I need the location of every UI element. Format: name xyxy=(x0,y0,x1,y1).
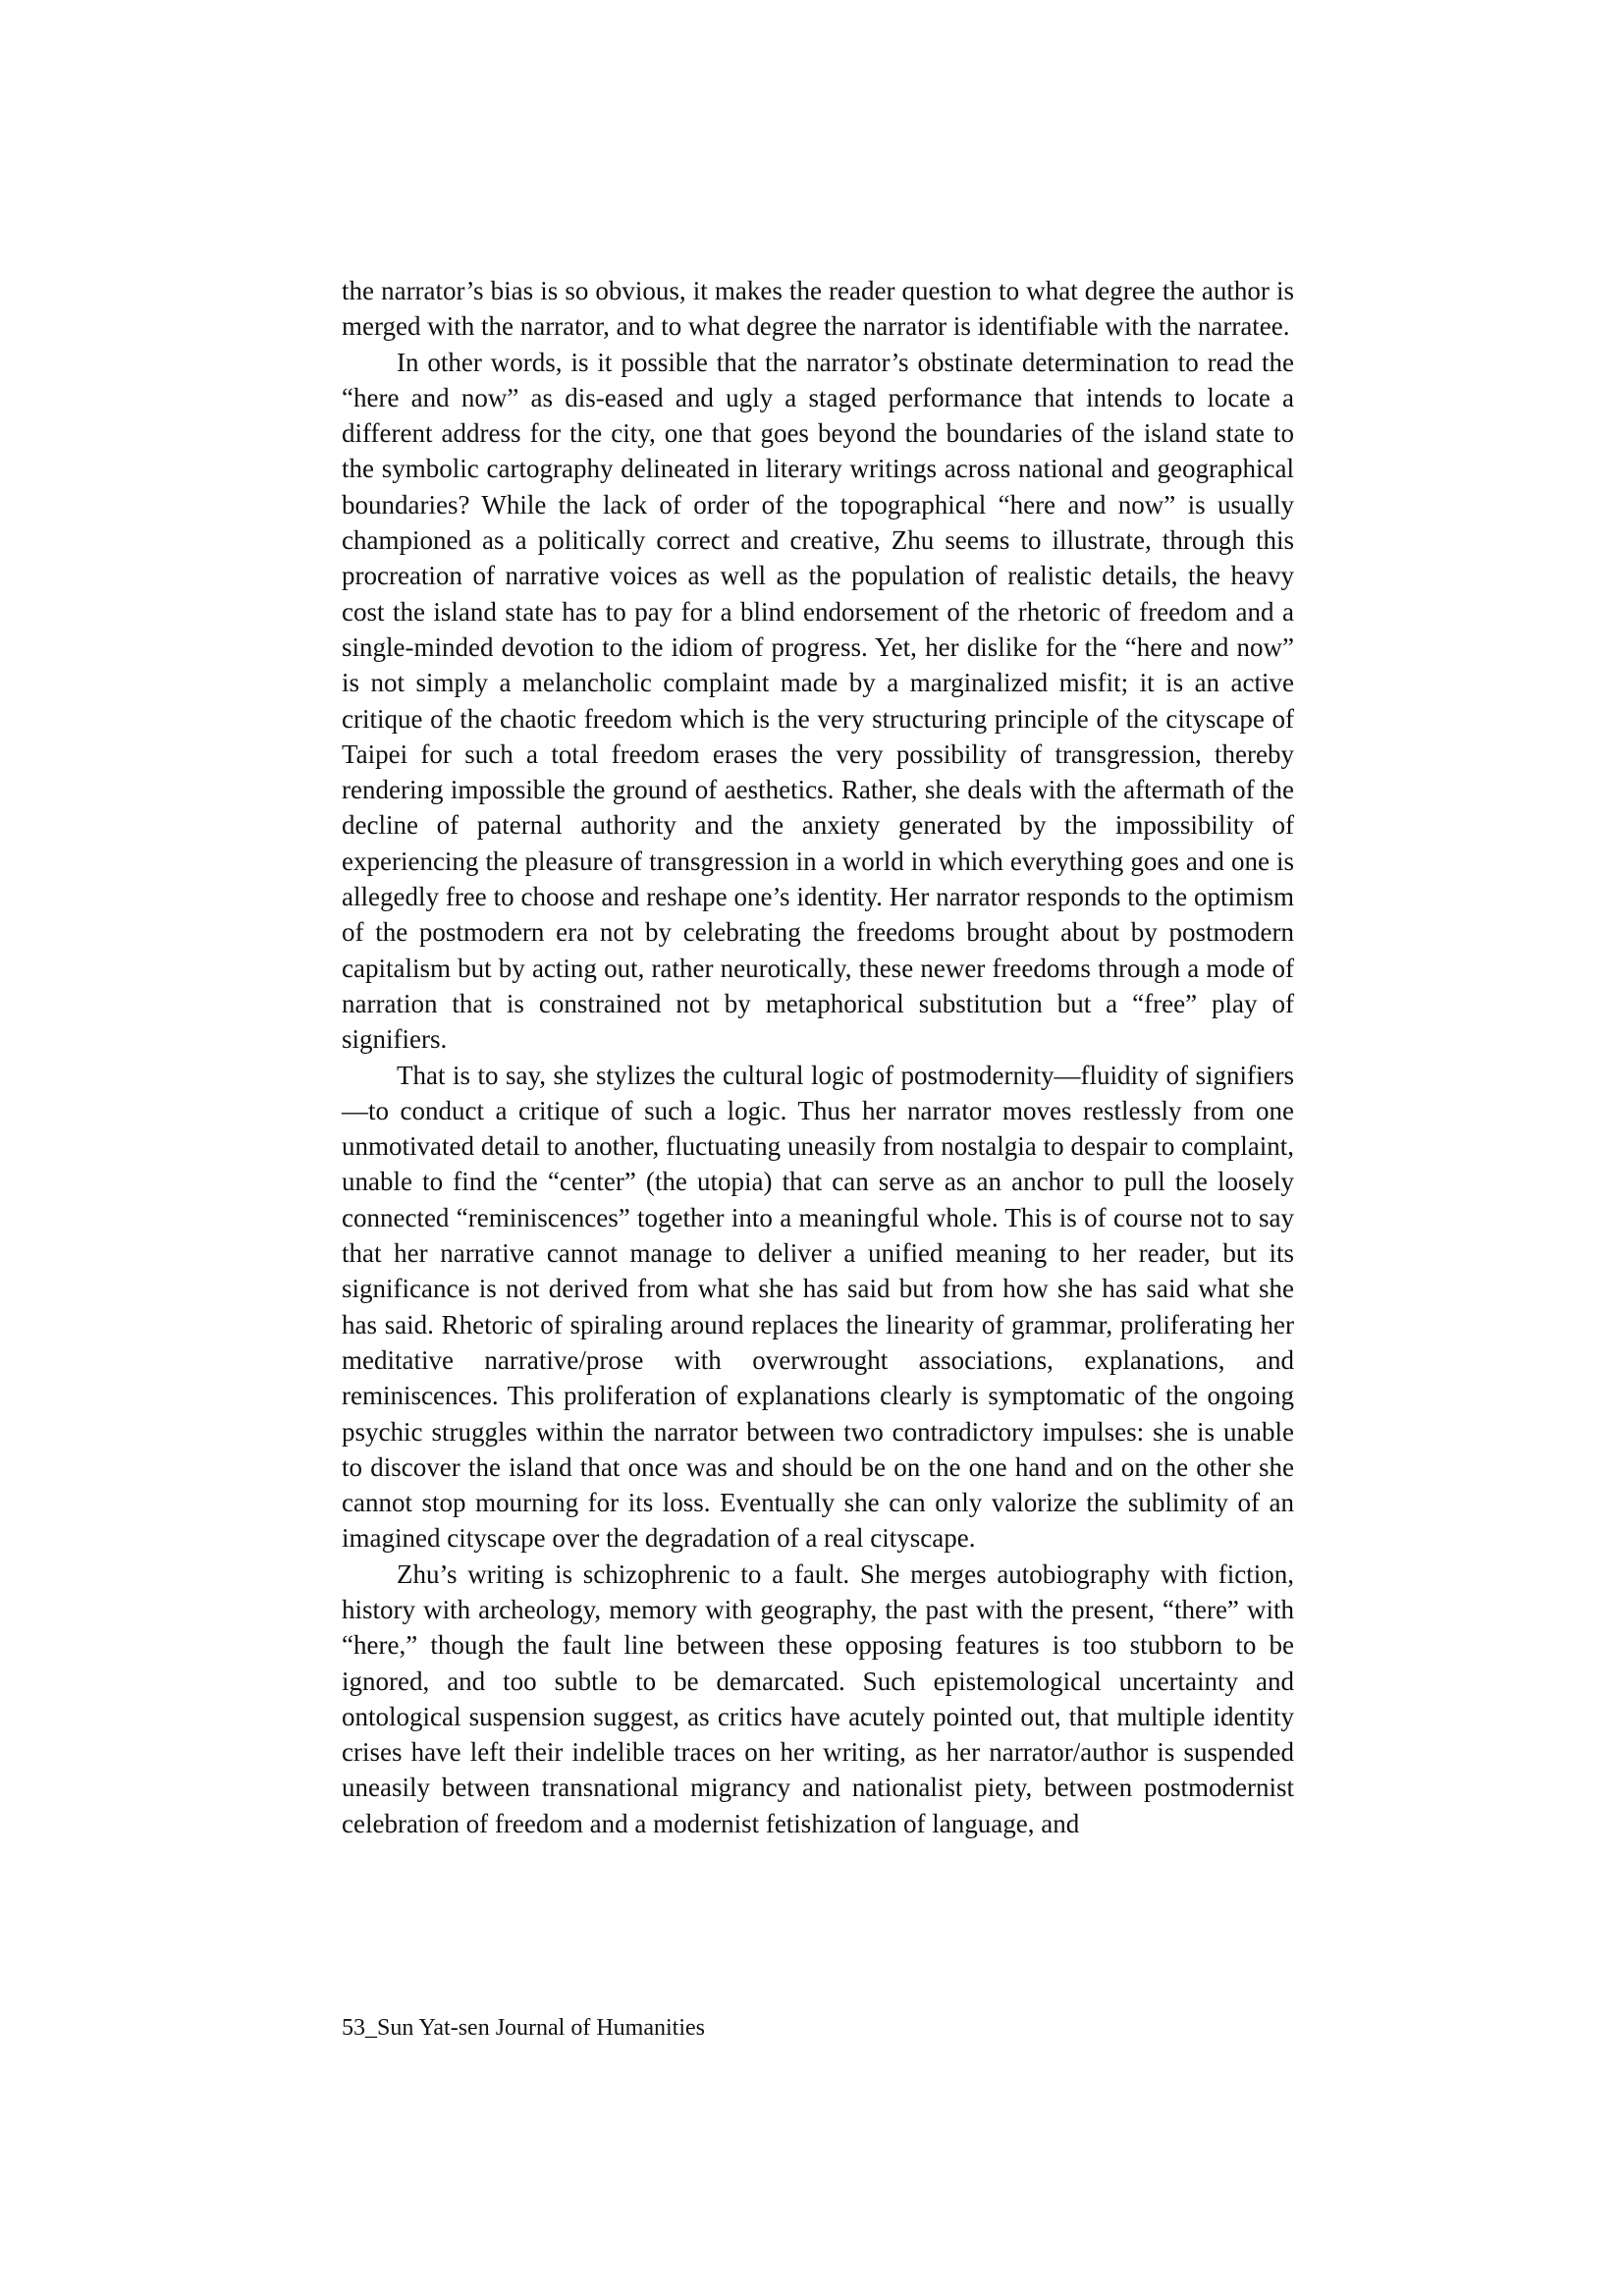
body-text xyxy=(342,273,1294,1841)
paragraph: That is to say, she stylizes the cultural logic of postmodernity—fluidity of signifiers—to conduct a critique of such a logic. Thus her narrator moves restlessly from one unmotivated detail to another, fluctuating uneasily from nostalgia to despair to complaint, unable to find the “center” (the utopia) that can serve as an anchor to pull the loosely connected “reminiscences” together into a meaningful whole. This is of course not to say that her narrative cannot manage to deliver a unified meaning to her reader, but its significance is not derived from what she has said but from how she has said what she has said. Rhetoric of spiraling around replaces the linearity of grammar, proliferating her meditative narrative/prose with overwrought associations, explanations, and reminiscences. This proliferation of explanations clearly is symptomatic of the ongoing psychic struggles within the narrator between two contradictory impulses: she is unable to discover the island that once was and should be on the one hand and on the other she cannot stop mourning for its loss. Eventually she can only valorize the sublimity of an imagined cityscape over the degradation of a real cityscape. xyxy=(342,1060,1294,1554)
paragraph: Zhu’s writing is schizophrenic to a fault. She merges autobiography with fiction, history with archeology, memory with geography, the past with the present, “there” with “here,” though the fault line between these opposing features is too stubborn to be ignored, and too subtle to be demarcated. Such epistemological uncertainty and ontological suspension suggest, as critics have acutely pointed out, that multiple identity crises have left their indelible traces on her writing, as her narrator/author is suspended uneasily between transnational migrancy and nationalist piety, between postmodernist celebration of freedom and a modernist fetishization of language, and xyxy=(342,1558,1294,1838)
paragraph-continuation: the narrator’s bias is so obvious, it makes the reader question to what degree the author is merged with the narrator, and to what degree the narrator is identifiable with the narratee. xyxy=(342,276,1294,342)
paragraph: In other words, is it possible that the narrator’s obstinate determination to read the “here and now” as dis-eased and ugly a staged performance that intends to locate a different address for the city, one that goes beyond the boundaries of the island state to the symbolic cartography delineated in literary writings across national and geographical boundaries? While the lack of order of the topographical “here and now” is usually championed as a politically correct and creative, Zhu seems to illustrate, through this procreation of narrative voices as well as the population of realistic details, the heavy cost the island state has to pay for a blind endorsement of the rhetoric of freedom and a single-minded devotion to the idiom of progress. Yet, her dislike for the “here and now” is not simply a melancholic complaint made by a marginalized misfit; it is an active critique of the chaotic freedom which is the very structuring principle of the cityscape of Taipei for such a total freedom erases the very possibility of transgression, thereby rendering impossible the ground of aesthetics. Rather, she deals with the aftermath of the decline of paternal authority and the anxiety generated by the impossibility of experiencing the pleasure of transgression in a world in which everything goes and one is allegedly free to choose and reshape one’s identity. Her narrator responds to the optimism of the postmodern era not by celebrating the freedoms brought about by postmodern capitalism but by acting out, rather neurotically, these newer freedoms through a mode of narration that is constrained not by metaphorical substitution but a “free” play of signifiers. xyxy=(342,347,1294,1055)
page-footer: 53_Sun Yat-sen Journal of Humanities xyxy=(342,2015,705,2041)
